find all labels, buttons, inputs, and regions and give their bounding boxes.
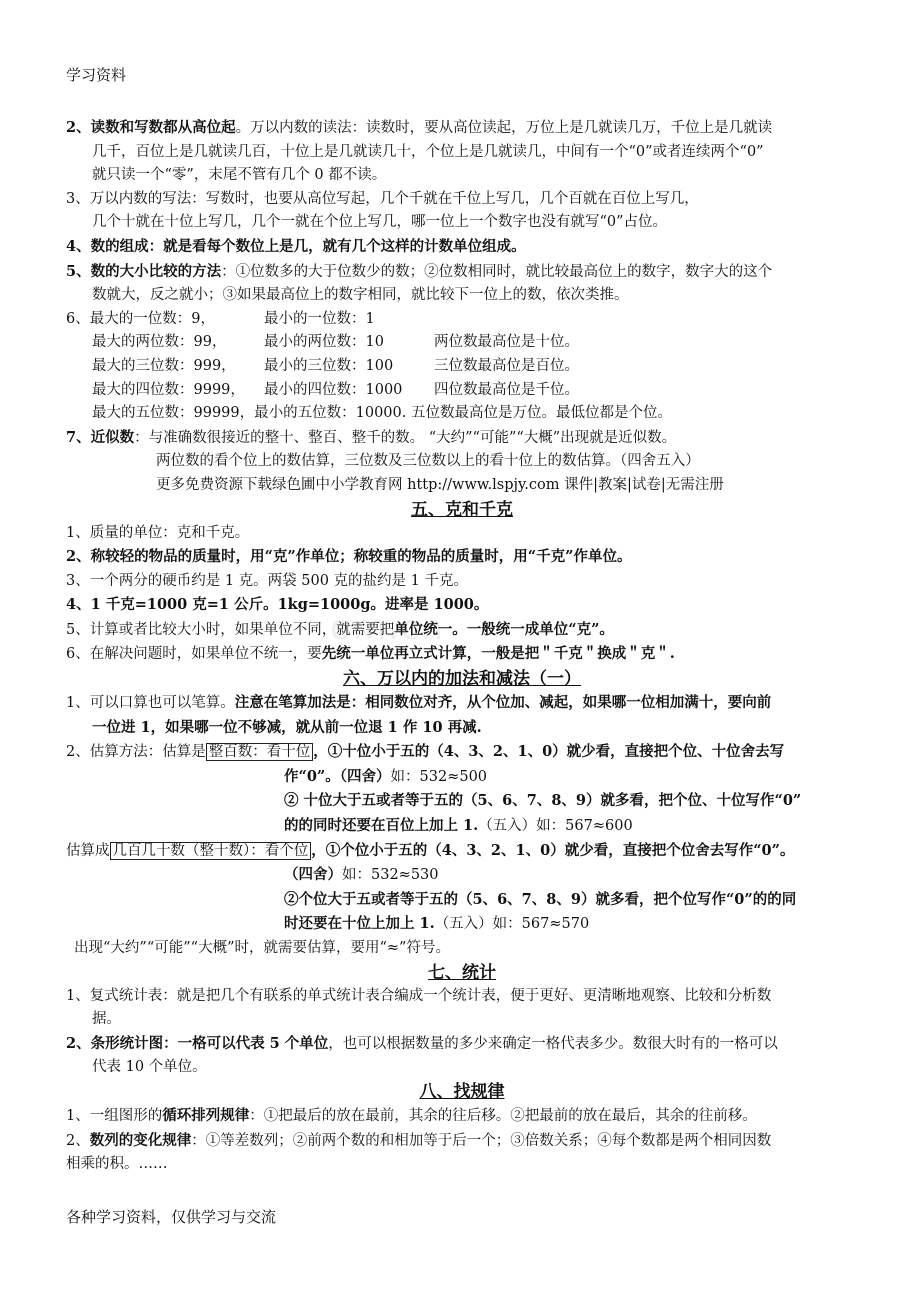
item-6-2-line2: 作“0”。（四舍）如：532≈500 bbox=[284, 767, 488, 785]
item-5-5: 5、计算或者比较大小时，如果单位不同，就需要把单位统一。一般统一成单位“克”。 bbox=[66, 620, 614, 638]
item-7-2-line2: 代表 10 个单位。 bbox=[92, 1059, 207, 1076]
item-4-7: 7、近似数：与准确数很接近的整十、整百、整千的数。 “大约”“可能”“大概”出现就是近似数。 bbox=[66, 428, 677, 446]
watermark: om.cn bbox=[330, 608, 445, 648]
item-7-2: 2、条形统计图：一格可以代表 5 个单位，也可以根据数量的多少来确定一格代表多少。数很大时有的一格可以 bbox=[66, 1034, 778, 1052]
boxed-term-hundreds: 整百数：看十位 bbox=[206, 743, 314, 761]
max-min-row-5: 最大的五位数：99999，最小的五位数：10000. 五位数最高位是万位。最低位都是个位。 bbox=[92, 405, 672, 422]
item-5-3: 3、一个两分的硬币约是 1 克。两袋 500 克的盐约是 1 千克。 bbox=[66, 572, 469, 589]
item-6-3-line2: （四舍）如：532≈530 bbox=[284, 866, 439, 884]
section-8-title: 八、找规律 bbox=[419, 1081, 505, 1102]
item-6-2: 2、估算方法：估算是 整百数：看十位 ，①十位小于五的（4、3、2、1、0）就少看，直接把个位、十位舍去写 bbox=[66, 743, 785, 761]
item-4-2-line3: 就只读一个“零”，末尾不管有几个 0 都不读。 bbox=[92, 167, 387, 184]
item-4-7-line3: 更多免费资源下载绿色圃中小学教育网 http://www.lspjy.com 课件|教案|试卷|无需注册 bbox=[156, 476, 724, 493]
section-5-title: 五、克和千克 bbox=[411, 499, 513, 520]
item-7-1-line2: 据。 bbox=[92, 1011, 121, 1028]
max-min-row-1: 6、最大的一位数：9， 最小的一位数：1 bbox=[66, 310, 375, 327]
item-4-4: 4、数的组成：就是看每个数位上是几，就有几个这样的计数单位组成。 bbox=[66, 237, 526, 255]
boxed-term-tens: 几百几十数（整十数）：看个位 bbox=[110, 842, 312, 860]
item-4-3: 3、万以内数的写法：写数时，也要从高位写起，几个千就在千位上写几，几个百就在百位上写几， bbox=[66, 190, 699, 207]
item-5-4: 4、1 千克=1000 克=1 公斤。1kg=1000g。进率是 1000。 bbox=[66, 596, 489, 614]
item-4-2: 2、读数和写数都从高位起。万以内数的读法：读数时，要从高位读起，万位上是几就读几万，千位上是几就读 bbox=[66, 119, 773, 136]
item-4-3-line2: 几个十就在十位上写几，几个一就在个位上写几，哪一位上一个数字也没有就写“0”占位。 bbox=[92, 214, 668, 231]
item-6-3-line3: ②个位大于五或者等于五的（5、6、7、8、9）就多看，把个位写作“0”的的同 bbox=[284, 890, 797, 908]
section-7-title: 七、统计 bbox=[428, 962, 496, 983]
item-6-2-line4: 的的同时还要在百位上加上 1.（五入）如：567≈600 bbox=[284, 817, 633, 835]
item-6-4: 出现“大约”“可能”“大概”时，就需要估算，要用“≈”符号。 bbox=[74, 940, 450, 956]
document-body bbox=[66, 116, 858, 1177]
page-header: 学习资料 bbox=[66, 66, 127, 84]
item-6-3: 估算成 几百几十数（整十数）：看个位 ，①个位小于五的（4、3、2、1、0）就少看，直接把个位舍去写作“0”。 bbox=[66, 841, 795, 859]
item-6-3-line4: 时还要在十位上加上 1.（五入）如：567≈570 bbox=[284, 915, 590, 933]
max-min-table bbox=[66, 308, 858, 426]
item-8-2: 2、数列的变化规律：①等差数列；②前两个数的和相加等于后一个；③倍数关系；④每个数都是两个相同因数 bbox=[66, 1131, 772, 1149]
item-5-1: 1、质量的单位：克和千克。 bbox=[66, 524, 250, 541]
item-8-1: 1、一组图形的循环排列规律：①把最后的放在最前，其余的往后移。②把最前的放在最后，其余的往前移。 bbox=[66, 1106, 757, 1124]
item-4-5: 5、数的大小比较的方法：①位数多的大于位数少的数；②位数相同时，就比较最高位上的数字，数字大的这个 bbox=[66, 262, 773, 280]
max-min-row-4: 最大的四位数：9999， 最小的四位数：1000 四位数最高位是千位。 bbox=[92, 381, 579, 398]
item-4-7-line2: 两位数的看个位上的数估算，三位数及三位数以上的看十位上的数估算。（四舍五入） bbox=[156, 453, 700, 470]
section-6-title: 六、万以内的加法和减法（一） bbox=[343, 669, 581, 690]
item-4-5-line2: 数就大，反之就小；③如果最高位上的数字相同，就比较下一位上的数，依次类推。 bbox=[92, 287, 629, 304]
item-6-1-line2: 一位进 1，如果哪一位不够减，就从前一位退 1 作 10 再减. bbox=[92, 718, 482, 736]
item-6-2-line3: ② 十位大于五或者等于五的（5、6、7、8、9）就多看，把个位、十位写作“0” bbox=[284, 792, 802, 810]
page-footer: 各种学习资料，仅供学习与交流 bbox=[66, 1208, 277, 1226]
item-4-2-line2: 几千，百位上是几就读几百，十位上是几就读几十，个位上是几就读几，中间有一个“0”或者连续两个“0” bbox=[92, 143, 764, 160]
item-6-1: 1、可以口算也可以笔算。注意在笔算加法是：相同数位对齐，从个位加、减起，如果哪一位相加满十，要向前 bbox=[66, 694, 772, 712]
item-8-2-line2: 相乘的积。…… bbox=[66, 1156, 168, 1173]
max-min-row-2: 最大的两位数：99， 最小的两位数：10 两位数最高位是十位。 bbox=[92, 334, 579, 351]
max-min-row-3: 最大的三位数：999， 最小的三位数：100 三位数最高位是百位。 bbox=[92, 357, 579, 374]
item-5-6: 6、在解决问题时，如果单位不统一，要先统一单位再立式计算，一般是把＂千克＂换成＂克＂. bbox=[66, 645, 675, 663]
item-7-1: 1、复式统计表：就是把几个有联系的单式统计表合编成一个统计表，便于更好、更清晰地观察、比较和分析数 bbox=[66, 987, 772, 1004]
item-5-2: 2、称较轻的物品的质量时，用“克”作单位；称较重的物品的质量时，用“千克”作单位。 bbox=[66, 548, 632, 566]
